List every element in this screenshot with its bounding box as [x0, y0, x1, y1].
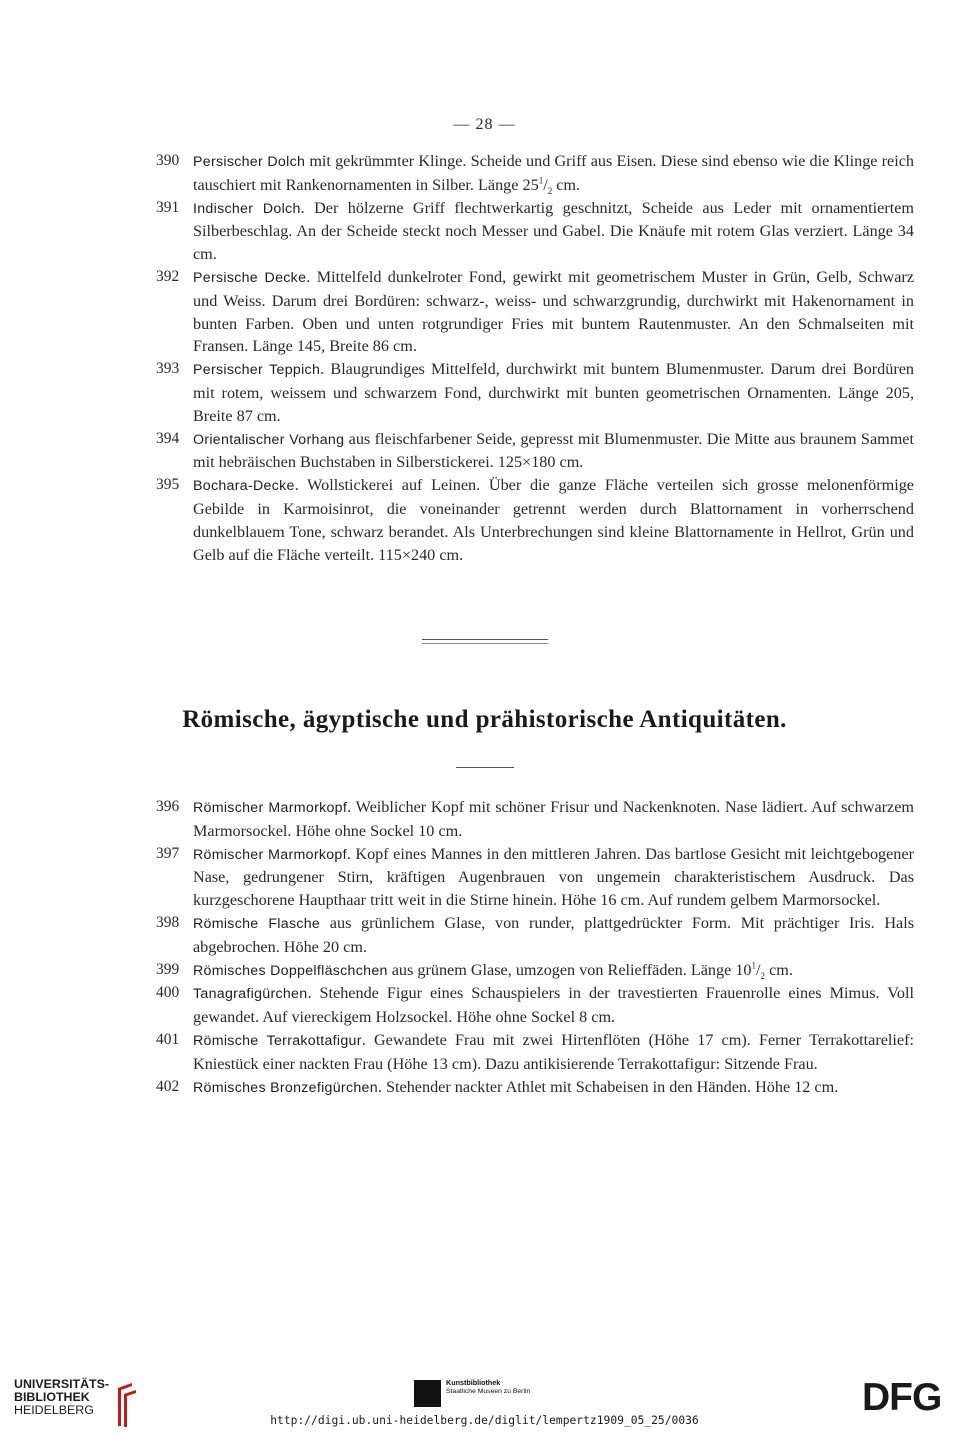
entry-text: . Kopf eines Mannes in den mittleren Jahren. Das bartlose Gesicht mit leichtgebogener Nase, gedrungener Stirn, kräftigen Augenbrauen von ungemein charakteristischem Ausdruck. Das kurzgeschorene Haupthaar tritt weit in die Stirne hinein. Höhe 16 cm. Auf rundem gelbem Marmorsockel. — [193, 844, 914, 910]
heading-underline — [456, 767, 514, 768]
entry-title: Römische Flasche — [193, 915, 321, 932]
section-heading: Römische, ägyptische und prähistorische Antiquitäten. — [182, 706, 787, 733]
entry-number: 397 — [156, 844, 180, 862]
page-number: — 28 — — [453, 116, 516, 133]
entry-text: . Mittelfeld dunkelroter Fond, gewirkt mit geometrischem Muster in Grün, Gelb, Schwarz und Weiss. Darum drei Bordüren: schwarz-, weiss- und schwarzgrundig, durchwirkt mit Hakenornament in bunten Farben. Oben und unten rotgrundiger Fries mit buntem Rautenmuster. An den Schmalseiten mit Fransen. Länge 145, Breite 86 cm. — [193, 267, 914, 356]
entry-text: aus grünem Glase, umzogen von Relieffäden. Länge 10 — [387, 960, 752, 979]
entry-number: 399 — [156, 960, 180, 978]
entry-number: 395 — [156, 476, 180, 494]
entry-title: Indischer Dolch — [193, 200, 301, 217]
catalog-entry — [156, 959, 914, 983]
entry-text: . Stehender nackter Athlet mit Schabeisen in den Händen. Höhe 12 cm. — [377, 1077, 839, 1096]
ub-heidelberg-logo — [14, 1378, 109, 1418]
entry-text-end: cm. — [765, 960, 793, 979]
kb-subtitle: Staatliche Museen zu Berlin — [446, 1388, 531, 1395]
kb-name: Kunstbibliothek — [446, 1378, 501, 1387]
entry-number: 402 — [156, 1077, 180, 1095]
catalog-entry — [156, 428, 914, 475]
entry-title: Römisches Doppelfläschchen — [193, 962, 388, 979]
library-name-line1: UNIVERSITÄTS- — [14, 1377, 109, 1391]
fraction-numerator: 1 — [538, 175, 544, 186]
fraction-slash: / — [543, 175, 548, 194]
catalog-entry — [156, 1029, 914, 1076]
fraction-numerator: 1 — [751, 960, 757, 971]
entry-number: 394 — [156, 429, 180, 447]
entry-text: . Stehende Figur eines Schauspielers in der travestierten Frauenrolle eines Mimus. Voll gewandet. Auf viereckigem Holzsockel. Höhe ohne Sockel 8 cm. — [193, 984, 914, 1027]
entry-title: Tanagrafigürchen — [193, 986, 308, 1003]
catalog-entry — [156, 982, 914, 1029]
dfg-logo: DFG — [862, 1376, 942, 1419]
entry-text: aus fleischfarbener Seide, gepresst mit Blumenmuster. Die Mitte aus braunem Sammet mit hebräischen Buchstaben in Silberstickerei. 125×180 cm. — [193, 429, 914, 472]
catalog-section-antiquities — [156, 796, 914, 1099]
catalog-entry — [156, 1076, 914, 1100]
library-name-line2: BIBLIOTHEK — [14, 1390, 90, 1405]
entry-text: aus grünlichem Glase, von runder, plattgedrückter Form. Mit prächtiger Iris. Hals abgebrochen. Höhe 20 cm. — [193, 913, 915, 956]
footer — [0, 1366, 969, 1434]
entry-number: 396 — [156, 798, 180, 815]
entry-number: 392 — [156, 267, 180, 285]
catalog-entry — [156, 796, 914, 843]
catalog-entry — [156, 912, 914, 959]
fraction-denominator: 2 — [547, 186, 553, 197]
catalog-section-textiles — [156, 150, 914, 566]
entry-text-end: cm. — [552, 175, 581, 194]
entry-title: Römische Terrakottafigur — [193, 1032, 362, 1049]
entry-title: Römisches Bronzefigürchen — [193, 1079, 378, 1096]
fraction-slash: / — [756, 960, 761, 979]
entry-text: . Der hölzerne Griff flechtwerkartig geschnitzt, Scheide aus Leder mit ornamentiertem Silberbeschlag. An der Scheide steckt noch Messer und Gabel. Die Knäufe mit rotem Glas verziert. Länge 34 cm. — [193, 198, 914, 264]
entry-title: Bochara-Decke — [193, 478, 295, 495]
entry-number: 390 — [156, 152, 180, 169]
catalog-entry — [156, 150, 914, 197]
entry-number: 400 — [156, 984, 180, 1002]
kunstbibliothek-logo — [446, 1378, 530, 1396]
entry-title: Römischer Marmorkopf — [193, 800, 348, 816]
catalog-entry — [156, 358, 914, 427]
catalog-entry — [156, 197, 914, 266]
entry-text: . Gewandete Frau mit zwei Hirtenflöten (Höhe 17 cm). Ferner Terrakottarelief: Kniestück einer nackten Frau (Höhe 13 cm). Dazu antikisierende Terrakottafigur: Sitzende Frau. — [193, 1030, 914, 1073]
entry-title: Römischer Marmorkopf — [193, 846, 347, 863]
entry-title: Persischer Teppich — [193, 362, 321, 379]
entry-text: . Wollstickerei auf Leinen. Über die ganze Fläche verteilen sich grosse melonenförmige Gebilde in Karmoisinrot, die voneinander getrennt werden durch Blattornament in vorherrschend dunkelblauem Tone, schwarz berandet. Als Unterbrechungen sind kleine Blattornamente in Hellrot, Grün und Gelb auf die Fläche verteilt. 115×240 cm. — [193, 476, 914, 564]
entry-title: Persischer Dolch — [193, 154, 306, 170]
entry-number: 398 — [156, 913, 180, 931]
catalog-entry — [156, 266, 914, 358]
library-name-line3: HEIDELBERG — [14, 1403, 94, 1418]
entry-title: Orientalischer Vorhang — [193, 431, 345, 448]
catalog-entry — [156, 843, 914, 912]
entry-text: . Blaugrundiges Mittelfeld, durchwirkt mit buntem Blumenmuster. Darum drei Bordüren mit rotem, weissem und schwarzem Fond, durchwirkt mit bunten geometrischen Ornamenten. Länge 205, Breite 87 cm. — [193, 360, 914, 425]
entry-text: . Weiblicher Kopf mit schöner Frisur und Nackenknoten. Nase lädiert. Auf schwarzem Marmorsockel. Höhe ohne Sockel 10 cm. — [193, 798, 914, 840]
entry-number: 391 — [156, 198, 180, 216]
section-divider — [422, 639, 548, 640]
entry-text: mit gekrümmter Klinge. Scheide und Griff aus Eisen. Diese sind ebenso wie die Klinge reich tauschiert mit Rankenornamenten in Silber. Länge 25 — [193, 152, 915, 194]
source-url[interactable]: http://digi.ub.uni-heidelberg.de/diglit/lempertz1909_05_25/0036 — [270, 1414, 699, 1427]
fraction-denominator: 2 — [760, 970, 766, 981]
entry-number: 401 — [156, 1030, 180, 1048]
kunstbibliothek-eagle-icon — [414, 1380, 441, 1407]
entry-number: 393 — [156, 360, 180, 378]
section-divider-double — [422, 643, 548, 644]
catalog-entry — [156, 474, 914, 566]
entry-title: Persische Decke — [193, 269, 307, 286]
